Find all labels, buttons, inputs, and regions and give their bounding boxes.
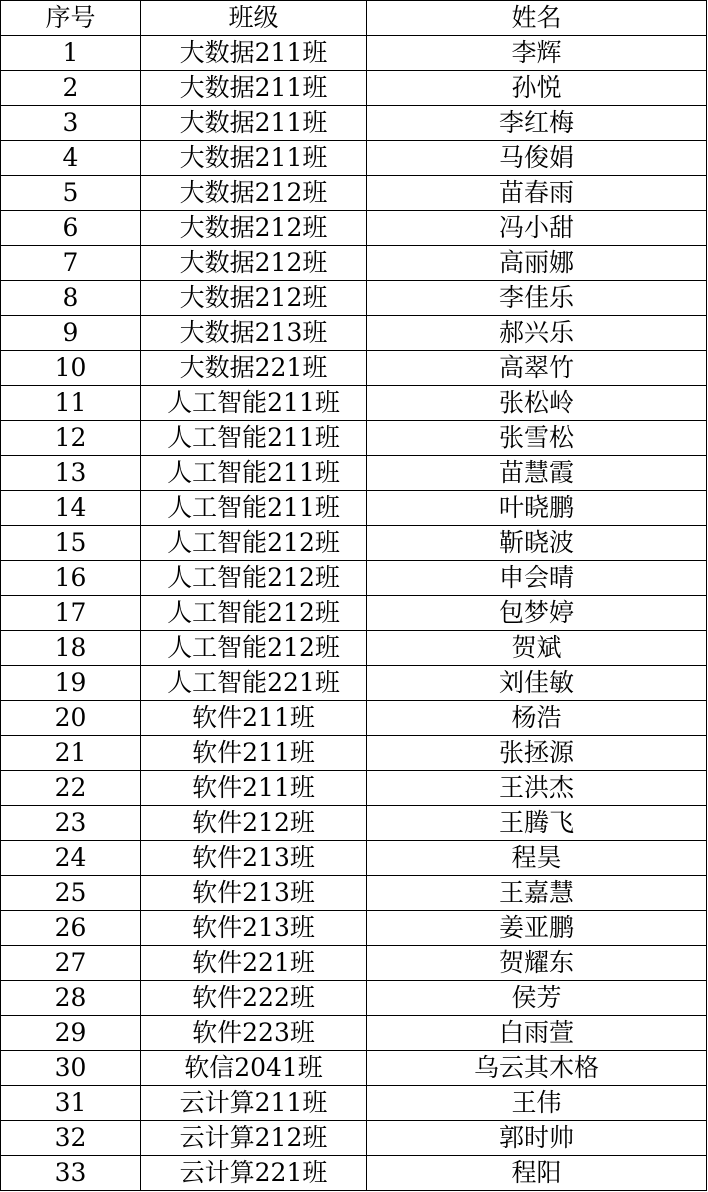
table-row [1,876,707,911]
row-class-cell: 人工智能212班 [141,526,367,561]
row-name-cell: 侯芳 [367,981,707,1016]
row-class-cell: 人工智能211班 [141,491,367,526]
row-name-cell: 王洪杰 [367,771,707,806]
row-name-cell: 苗慧霞 [367,456,707,491]
table-row [1,736,707,771]
row-index-cell: 21 [1,736,141,771]
row-index-cell: 18 [1,631,141,666]
table-row [1,1121,707,1156]
row-name-cell: 李佳乐 [367,281,707,316]
row-name-cell: 刘佳敏 [367,666,707,701]
row-class-cell: 人工智能211班 [141,456,367,491]
row-index-cell: 31 [1,1086,141,1121]
row-class-cell: 大数据221班 [141,351,367,386]
row-index-cell: 29 [1,1016,141,1051]
row-class-cell: 云计算212班 [141,1121,367,1156]
row-class-cell: 人工智能211班 [141,386,367,421]
row-index-cell: 3 [1,106,141,141]
row-class-cell: 软件213班 [141,911,367,946]
row-index-cell: 16 [1,561,141,596]
table-row [1,841,707,876]
row-index-cell: 10 [1,351,141,386]
row-class-cell: 人工智能212班 [141,596,367,631]
table-row [1,211,707,246]
row-name-cell: 白雨萱 [367,1016,707,1051]
table-row [1,456,707,491]
table-row [1,351,707,386]
table-row [1,526,707,561]
table-row [1,701,707,736]
row-class-cell: 人工智能211班 [141,421,367,456]
table-row [1,666,707,701]
row-name-cell: 孙悦 [367,71,707,106]
table-row [1,1051,707,1086]
row-name-cell: 包梦婷 [367,596,707,631]
row-class-cell: 大数据211班 [141,71,367,106]
row-class-cell: 软件211班 [141,771,367,806]
row-class-cell: 云计算211班 [141,1086,367,1121]
table-row [1,946,707,981]
row-name-cell: 程阳 [367,1156,707,1191]
row-class-cell: 人工智能212班 [141,631,367,666]
row-name-cell: 姜亚鹏 [367,911,707,946]
table-row [1,106,707,141]
row-name-cell: 高丽娜 [367,246,707,281]
row-name-cell: 张雪松 [367,421,707,456]
row-class-cell: 软件222班 [141,981,367,1016]
table-body [1,36,707,1191]
row-index-cell: 13 [1,456,141,491]
row-class-cell: 大数据212班 [141,281,367,316]
row-index-cell: 27 [1,946,141,981]
header-index: 序号 [1,1,141,36]
row-name-cell: 李红梅 [367,106,707,141]
row-index-cell: 2 [1,71,141,106]
row-class-cell: 人工智能212班 [141,561,367,596]
table-row [1,1086,707,1121]
table-row [1,141,707,176]
row-index-cell: 5 [1,176,141,211]
row-class-cell: 大数据212班 [141,246,367,281]
row-index-cell: 1 [1,36,141,71]
table-row [1,421,707,456]
row-index-cell: 24 [1,841,141,876]
row-name-cell: 杨浩 [367,701,707,736]
row-name-cell: 王伟 [367,1086,707,1121]
row-class-cell: 软信2041班 [141,1051,367,1086]
row-name-cell: 张松岭 [367,386,707,421]
row-index-cell: 9 [1,316,141,351]
row-index-cell: 19 [1,666,141,701]
table-row [1,911,707,946]
row-name-cell: 乌云其木格 [367,1051,707,1086]
header-name: 姓名 [367,1,707,36]
row-class-cell: 软件213班 [141,841,367,876]
row-class-cell: 软件211班 [141,701,367,736]
row-index-cell: 7 [1,246,141,281]
row-name-cell: 高翠竹 [367,351,707,386]
table-header-row [1,1,707,36]
row-class-cell: 大数据212班 [141,211,367,246]
header-class: 班级 [141,1,367,36]
table-row [1,1156,707,1191]
table-row [1,36,707,71]
table-row [1,631,707,666]
row-class-cell: 大数据212班 [141,176,367,211]
row-index-cell: 26 [1,911,141,946]
table-row [1,561,707,596]
row-index-cell: 25 [1,876,141,911]
row-class-cell: 大数据213班 [141,316,367,351]
row-name-cell: 程昊 [367,841,707,876]
table-row [1,246,707,281]
row-index-cell: 33 [1,1156,141,1191]
row-index-cell: 12 [1,421,141,456]
table-row [1,386,707,421]
row-name-cell: 郭时帅 [367,1121,707,1156]
row-index-cell: 8 [1,281,141,316]
row-index-cell: 17 [1,596,141,631]
row-class-cell: 软件211班 [141,736,367,771]
row-class-cell: 人工智能221班 [141,666,367,701]
row-class-cell: 大数据211班 [141,106,367,141]
row-class-cell: 云计算221班 [141,1156,367,1191]
row-name-cell: 申会晴 [367,561,707,596]
row-index-cell: 28 [1,981,141,1016]
row-name-cell: 王嘉慧 [367,876,707,911]
table-row [1,316,707,351]
row-index-cell: 6 [1,211,141,246]
table-row [1,771,707,806]
row-name-cell: 马俊娟 [367,141,707,176]
table-row [1,71,707,106]
row-index-cell: 15 [1,526,141,561]
table-row [1,806,707,841]
row-index-cell: 4 [1,141,141,176]
table-row [1,1016,707,1051]
row-name-cell: 张拯源 [367,736,707,771]
row-class-cell: 大数据211班 [141,141,367,176]
row-class-cell: 软件223班 [141,1016,367,1051]
row-class-cell: 软件213班 [141,876,367,911]
row-index-cell: 14 [1,491,141,526]
row-name-cell: 贺耀东 [367,946,707,981]
row-name-cell: 叶晓鹏 [367,491,707,526]
row-name-cell: 贺斌 [367,631,707,666]
table-row [1,491,707,526]
row-index-cell: 23 [1,806,141,841]
row-index-cell: 32 [1,1121,141,1156]
row-name-cell: 郝兴乐 [367,316,707,351]
table-row [1,281,707,316]
row-name-cell: 李辉 [367,36,707,71]
row-index-cell: 30 [1,1051,141,1086]
row-index-cell: 20 [1,701,141,736]
row-name-cell: 靳晓波 [367,526,707,561]
row-name-cell: 冯小甜 [367,211,707,246]
row-class-cell: 软件212班 [141,806,367,841]
table-row [1,176,707,211]
table-row [1,981,707,1016]
row-index-cell: 22 [1,771,141,806]
row-index-cell: 11 [1,386,141,421]
table-row [1,596,707,631]
row-class-cell: 大数据211班 [141,36,367,71]
row-class-cell: 软件221班 [141,946,367,981]
row-name-cell: 苗春雨 [367,176,707,211]
row-name-cell: 王腾飞 [367,806,707,841]
